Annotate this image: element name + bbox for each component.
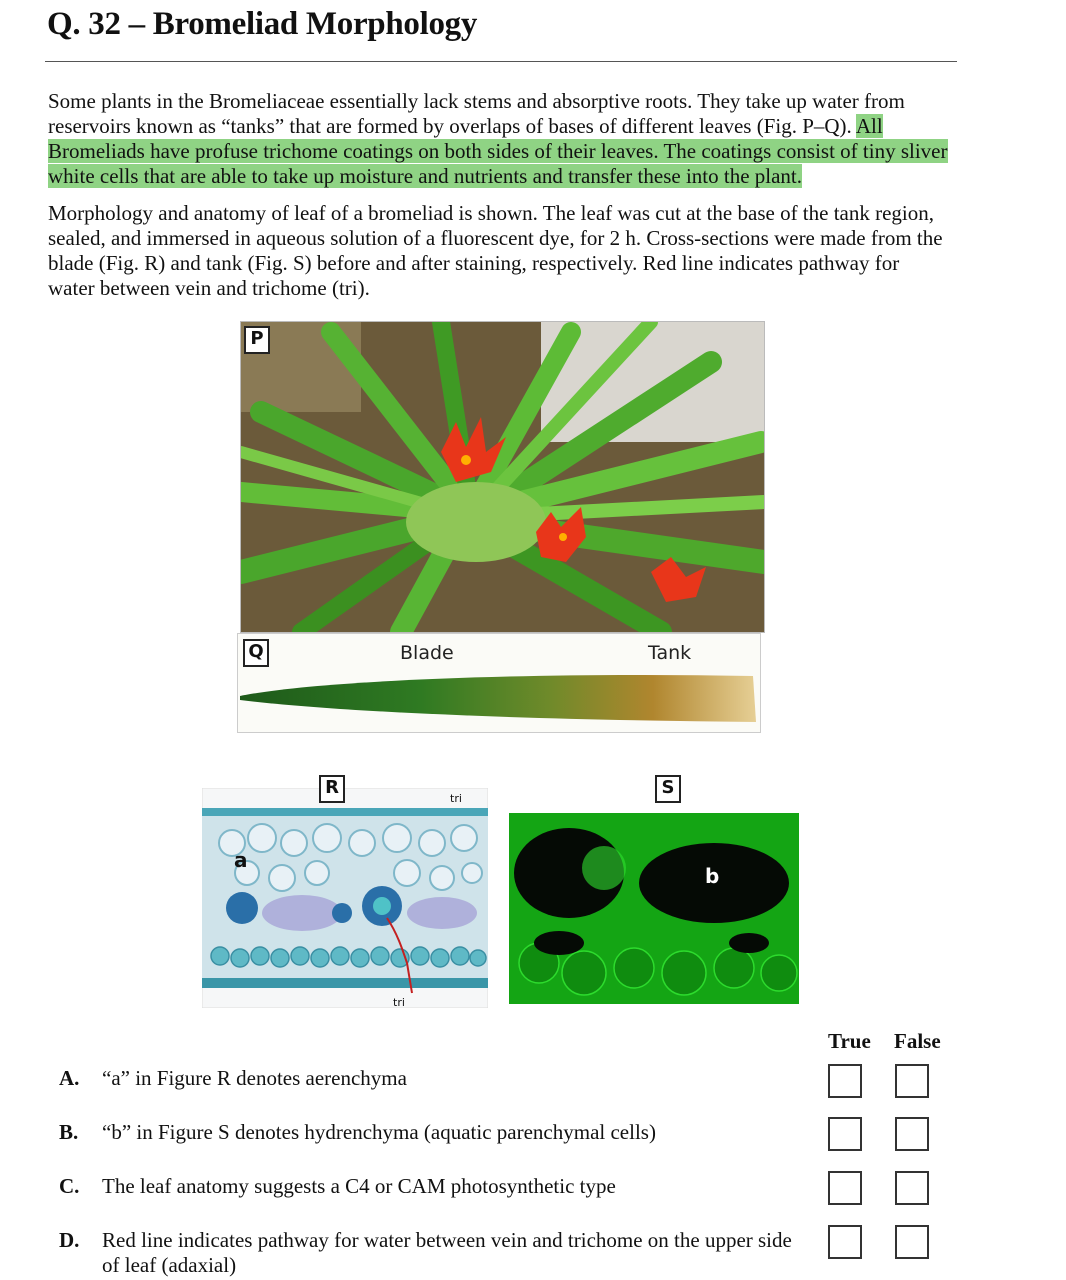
statement-b-true-checkbox[interactable]	[828, 1117, 862, 1151]
statement-b-false-checkbox[interactable]	[895, 1117, 929, 1151]
figure-s-label: S	[655, 775, 681, 803]
figure-r-cross-section	[202, 788, 488, 1008]
trichome-label-bottom: tri	[393, 996, 405, 1009]
figure-p-label: P	[244, 326, 270, 354]
statement-d-true-checkbox[interactable]	[828, 1225, 862, 1259]
blade-label: Blade	[400, 642, 454, 664]
description-paragraph: Morphology and anatomy of leaf of a bromeliad is shown. The leaf was cut at the base of the tank region, sealed, and immersed in aqueous solution of a fluorescent dye, for 2 h. Cross-sections were made from the blade (Fig. R) and tank (Fig. S) before and after staining, respectively. Red line indicates pathway for water between vein and trichome (tri).	[48, 201, 943, 300]
statement-c-false-checkbox[interactable]	[895, 1171, 929, 1205]
statement-a-false-checkbox[interactable]	[895, 1064, 929, 1098]
statement-d-letter: D.	[59, 1228, 80, 1252]
label-a: a	[234, 848, 248, 872]
statement-a-text: “a” in Figure R denotes aerenchyma	[102, 1066, 407, 1090]
figure-p-photo	[240, 321, 765, 633]
statement-b-text: “b” in Figure S denotes hydrenchyma (aquatic parenchymal cells)	[102, 1120, 656, 1144]
figure-s-fluorescent-section	[509, 813, 799, 1004]
figure-q-label: Q	[243, 639, 269, 667]
statement-c-letter: C.	[59, 1174, 80, 1198]
statement-a-letter: A.	[59, 1066, 80, 1090]
label-b: b	[705, 864, 720, 888]
question-title: Q. 32 – Bromeliad Morphology	[47, 6, 478, 42]
statement-d-false-checkbox[interactable]	[895, 1225, 929, 1259]
title-divider	[45, 61, 957, 62]
statement-d-text: Red line indicates pathway for water between vein and trichome on the upper side of leaf (adaxial)	[102, 1228, 792, 1277]
statement-c-true-checkbox[interactable]	[828, 1171, 862, 1205]
intro-text: Some plants in the Bromeliaceae essentially lack stems and absorptive roots. They take up water from reservoirs known as “tanks” that are formed by overlaps of bases of different leaves (Fig. P–Q).	[48, 89, 905, 138]
highlighted-text: All Bromeliads have profuse trichome coatings on both sides of their leaves. The coatings consist of tiny sliver white cells that are able to take up moisture and nutrients and transfer these into the plant.	[48, 114, 948, 188]
false-column-header: False	[894, 1029, 941, 1053]
figure-r-label: R	[319, 775, 345, 803]
statement-a-true-checkbox[interactable]	[828, 1064, 862, 1098]
statement-b-letter: B.	[59, 1120, 79, 1144]
true-column-header: True	[828, 1029, 871, 1053]
tank-label: Tank	[648, 642, 692, 664]
intro-paragraph	[48, 89, 948, 189]
statement-c-text: The leaf anatomy suggests a C4 or CAM photosynthetic type	[102, 1174, 616, 1198]
trichome-label-top: tri	[450, 792, 462, 805]
